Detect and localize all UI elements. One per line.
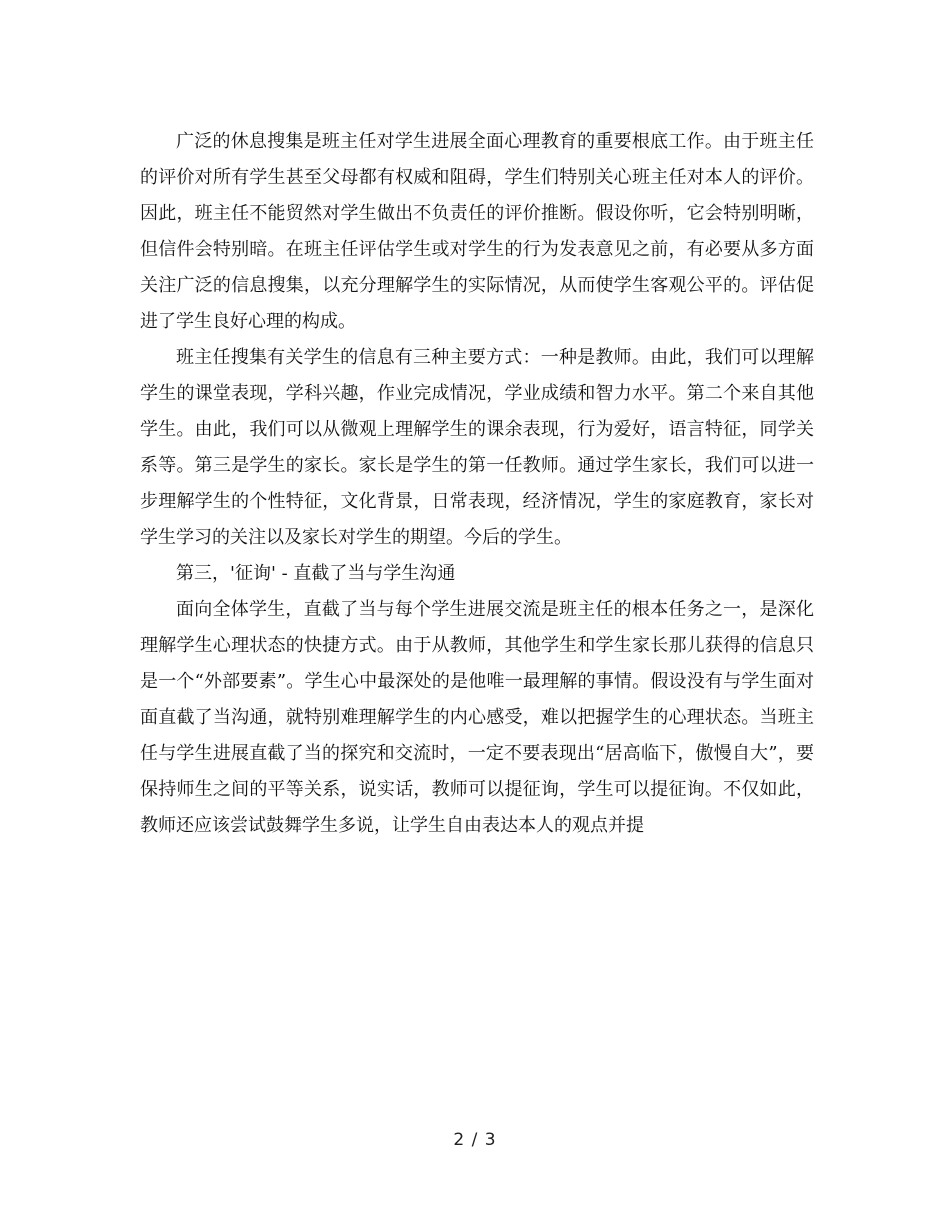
paragraph-direct-communication: 面向全体学生，直截了当与每个学生进展交流是班主任的根本任务之一，是深化理解学生心理状态的快捷方式。由于从教师，其他学生和学生家长那儿获得的信息只是一个“外部要素”。学生心中最深处的是他唯一最理解的事情。假设没有与学生面对面直截了当沟通，就特别难理解学生的内心感受，难以把握学生的心理状态。当班主任与学生进展直截了当的探究和交流时，一定不要表现出“居高临下，傲慢自大”，要保持师生之间的平等关系，说实话，教师可以提征询，学生可以提征询。不仅如此，教师还应该尝试鼓舞学生多说，让学生自由表达本人的观点并提 [140,599,814,836]
section-heading-consultation: 第三，'征询' - 直截了当与学生沟通 [176,563,456,584]
paragraph-info-collection: 广泛的休息搜集是班主任对学生进展全面心理教育的重要根底工作。由于班主任的评价对所有学生甚至父母都有权威和阻碍，学生们特别关心班主任对本人的评价。因此，班主任不能贸然对学生做出不负责任的评价推断。假设你听，它会特别明晰，但信件会特别暗。在班主任评估学生或对学生的行为发表意见之前，有必要从多方面关注广泛的信息搜集，以充分理解学生的实际情况，从而使学生客观公平的。评估促进了学生良好心理的构成。 [140,131,814,332]
paragraph-info-sources: 班主任搜集有关学生的信息有三种主要方式：一种是教师。由此，我们可以理解学生的课堂表现，学科兴趣，作业完成情况，学业成绩和智力水平。第二个来自其他学生。由此，我们可以从微观上理解学生的课余表现，行为爱好，语言特征，同学关系等。第三是学生的家长。家长是学生的第一任教师。通过学生家长，我们可以进一步理解学生的个性特征，文化背景，日常表现，经济情况，学生的家庭教育，家长对学生学习的关注以及家长对学生的期望。今后的学生。 [140,347,814,548]
page-number: 2 / 3 [453,1130,497,1150]
document-body [140,124,814,844]
